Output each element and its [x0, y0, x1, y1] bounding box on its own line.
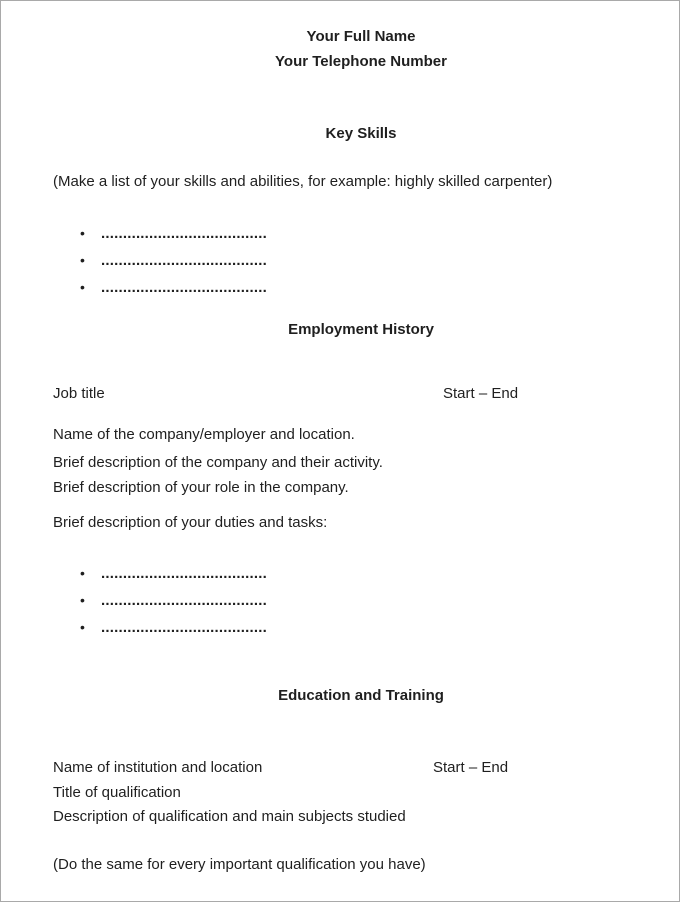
key-skills-hint: (Make a list of your skills and abilities, for example: highly skilled carpenter)	[53, 173, 553, 190]
dotted-fill-line: ......................................	[101, 279, 267, 296]
bullet-icon: •	[80, 252, 85, 268]
telephone-heading: Your Telephone Number	[275, 53, 447, 70]
bullet-icon: •	[80, 592, 85, 608]
institution-label: Name of institution and location	[53, 759, 263, 776]
company-line: Name of the company/employer and location.	[53, 426, 355, 443]
key-skills-title: Key Skills	[325, 125, 397, 142]
job-title-label: Job title	[53, 385, 105, 402]
role-line: Brief description of your role in the company.	[53, 479, 349, 496]
duties-bullet-item	[80, 565, 267, 582]
education-date-range: Start – End	[433, 759, 509, 776]
qualification-description-line: Description of qualification and main subjects studied	[53, 808, 406, 825]
company-activity-line: Brief description of the company and their activity.	[53, 454, 383, 471]
full-name-heading: Your Full Name	[306, 28, 416, 45]
qualification-title-line: Title of qualification	[53, 784, 181, 801]
dotted-fill-line: ......................................	[101, 592, 267, 609]
employment-history-title: Employment History	[288, 321, 434, 338]
bullet-icon: •	[80, 619, 85, 635]
employment-date-range: Start – End	[443, 385, 519, 402]
duties-bullet-item	[80, 592, 267, 609]
duties-label: Brief description of your duties and tasks:	[53, 514, 328, 531]
job-title-row	[53, 386, 667, 402]
duties-bullet-item	[80, 619, 267, 636]
education-title: Education and Training	[278, 687, 444, 704]
bullet-icon: •	[80, 225, 85, 241]
institution-row	[53, 760, 667, 776]
skills-bullet-item	[80, 279, 267, 296]
qualification-note: (Do the same for every important qualification you have)	[53, 856, 426, 873]
skills-bullet-item	[80, 225, 267, 242]
dotted-fill-line: ......................................	[101, 225, 267, 242]
dotted-fill-line: ......................................	[101, 252, 267, 269]
dotted-fill-line: ......................................	[101, 565, 267, 582]
dotted-fill-line: ......................................	[101, 619, 267, 636]
bullet-icon: •	[80, 279, 85, 295]
skills-bullet-item	[80, 252, 267, 269]
bullet-icon: •	[80, 565, 85, 581]
